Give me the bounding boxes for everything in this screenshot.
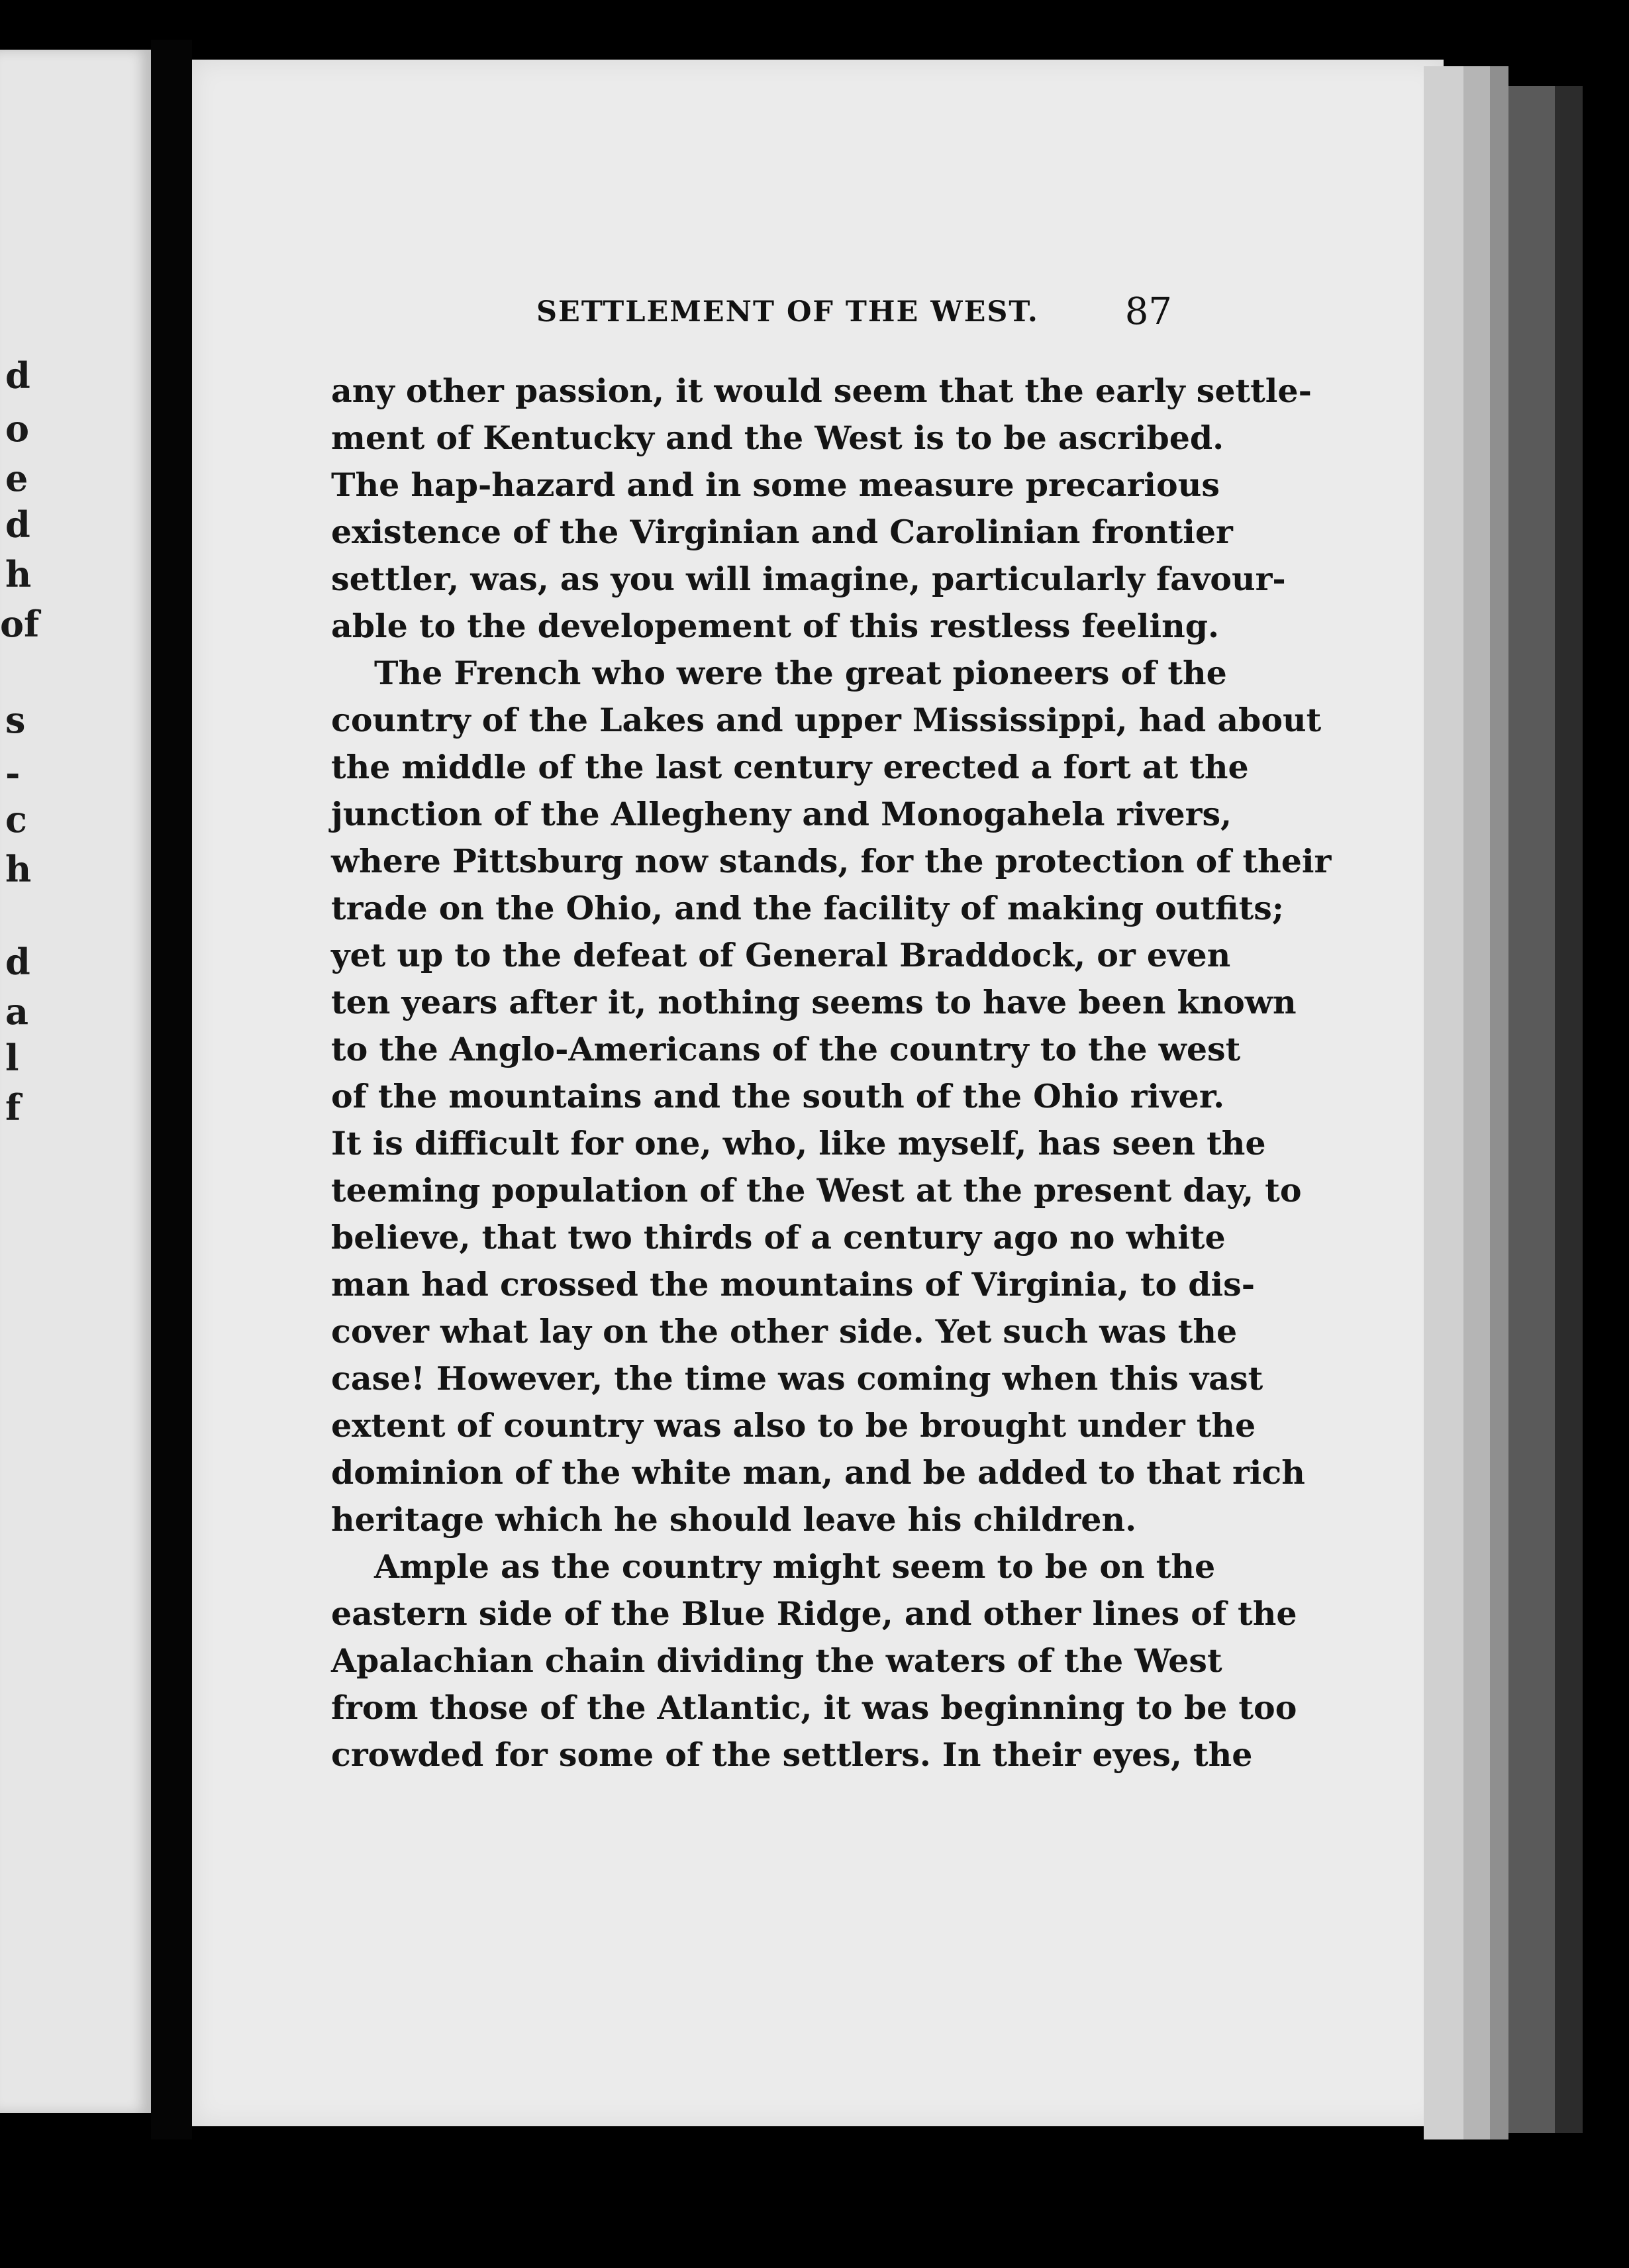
text-line: heritage which he should leave his children. (331, 1500, 1137, 1539)
previous-page-edge (0, 50, 151, 2113)
text-line: junction of the Allegheny and Monogahela rivers, (331, 795, 1232, 833)
text-line: man had crossed the mountains of Virginia, to dis- (331, 1265, 1256, 1304)
text-line: from those of the Atlantic, it was beginning to be too (331, 1688, 1297, 1727)
text-line: extent of country was also to be brought under the (331, 1406, 1256, 1445)
text-line: any other passion, it would seem that the early settle- (331, 372, 1312, 410)
text-line: ten years after it, nothing seems to have been known (331, 983, 1297, 1021)
running-head-title: SETTLEMENT OF THE WEST. (536, 295, 1039, 329)
text-line: settler, was, as you will imagine, particularly favour- (331, 560, 1286, 598)
page-edge (1463, 66, 1490, 2139)
text-line: cover what lay on the other side. Yet such was the (331, 1312, 1238, 1351)
previous-page-margin-letters (0, 50, 151, 2113)
book-cover-edge (1508, 86, 1555, 2133)
text-line: The hap-hazard and in some measure precarious (331, 466, 1220, 504)
page-number: 87 (1124, 290, 1172, 333)
margin-letter: c (5, 798, 27, 841)
margin-letter: d (5, 503, 30, 546)
text-line: case! However, the time was coming when this vast (331, 1359, 1263, 1398)
margin-letter: e (5, 457, 28, 499)
text-line: to the Anglo-Americans of the country to the west (331, 1030, 1241, 1068)
margin-letter: - (5, 752, 21, 794)
margin-letter: h (5, 553, 32, 595)
text-line: Ample as the country might seem to be on the (374, 1547, 1216, 1586)
running-head (331, 290, 1185, 343)
text-line: crowded for some of the settlers. In their eyes, the (331, 1735, 1253, 1774)
margin-letter: d (5, 354, 30, 397)
text-line: ment of Kentucky and the West is to be ascribed. (331, 419, 1224, 457)
book-gutter (151, 40, 192, 2139)
margin-letter: s (5, 699, 26, 741)
body-text (331, 368, 1332, 1778)
text-line: yet up to the defeat of General Braddock, or even (331, 936, 1231, 974)
text-line: Apalachian chain dividing the waters of the West (331, 1641, 1222, 1680)
margin-letter: l (5, 1037, 19, 1079)
margin-letter: o (5, 407, 30, 450)
text-line: able to the developement of this restless feeling. (331, 607, 1220, 645)
page-edge (1490, 66, 1508, 2139)
text-line: teeming population of the West at the present day, to (331, 1171, 1302, 1210)
text-line: It is difficult for one, who, like myself, has seen the (331, 1124, 1266, 1162)
text-line: of the mountains and the south of the Ohio river. (331, 1077, 1225, 1115)
text-line: the middle of the last century erected a fort at the (331, 748, 1249, 786)
book-cover-edge (1555, 86, 1583, 2133)
margin-letter: a (5, 990, 28, 1033)
margin-letter: f (5, 1086, 21, 1129)
page-edge (1424, 66, 1463, 2139)
margin-letter: of (0, 603, 40, 645)
text-line: where Pittsburg now stands, for the protection of their (331, 842, 1332, 880)
text-line: dominion of the white man, and be added to that rich (331, 1453, 1305, 1492)
text-line: trade on the Ohio, and the facility of making outfits; (331, 889, 1284, 927)
margin-letter: h (5, 848, 32, 890)
margin-letter: d (5, 941, 30, 983)
text-line: The French who were the great pioneers of the (374, 654, 1227, 692)
text-line: eastern side of the Blue Ridge, and other lines of the (331, 1594, 1297, 1633)
text-line: existence of the Virginian and Carolinian frontier (331, 513, 1233, 551)
text-line: country of the Lakes and upper Mississippi, had about (331, 701, 1322, 739)
text-line: believe, that two thirds of a century ago no white (331, 1218, 1226, 1257)
